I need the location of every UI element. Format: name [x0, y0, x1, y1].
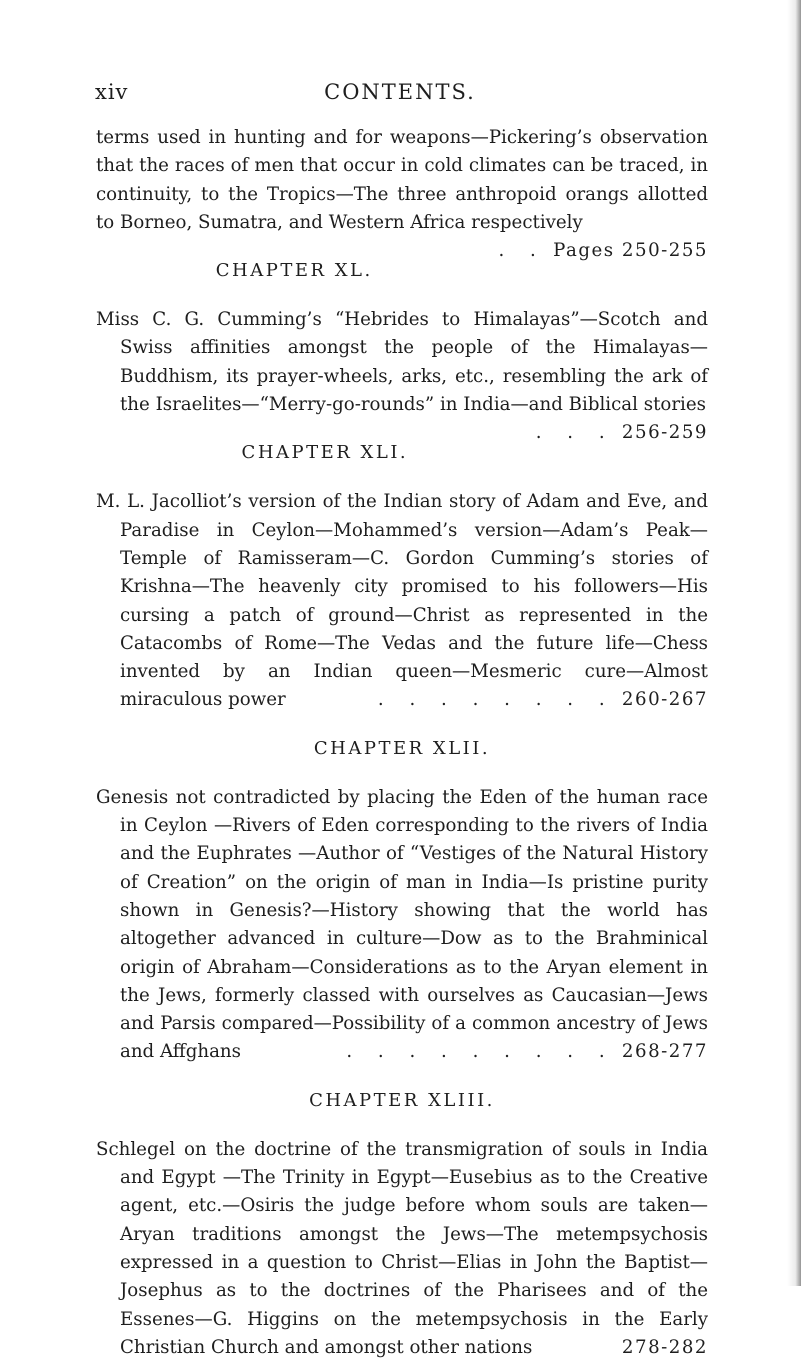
dot-leader: . . . . . . . . . [346, 1041, 615, 1063]
page-range [535, 419, 708, 447]
page-header [95, 80, 705, 110]
page-range-value: 268-277 [621, 1041, 708, 1063]
entry-description: M. L. Jacolliot’s version of the Indian story of Adam and Eve, and Paradise in Ceylon—Mohammed’s version—Adam’s Peak—Temple of Ramisseram—C. Gordon Cumming’s stories of Krishna—The heavenly city promised to his followers—His cursing a patch of ground—Christ as represented in the Catacombs of Rome—The Vedas and the future life—Chess invented by an Indian queen—Mesmeric cure—Almost miraculous power [96, 491, 708, 711]
page-range [377, 686, 708, 714]
page-range [621, 1334, 708, 1362]
contents-entry [96, 488, 708, 714]
chapter-heading: CHAPTER XL. [215, 260, 373, 282]
entry-description: Genesis not contradicted by placing the Eden of the human race in Ceylon —Rivers of Eden corresponding to the rivers of India and the Euphrates —Author of “Vestiges of the Natural History of Creation” on the origin of man in India—Is pristine purity shown in Genesis?—History showing that the world has altogether advanced in culture—Dow as to the Brahminical origin of Abraham—Considerations as to the Aryan element in the Jews, formerly classed with ourselves as Caucasian—Jews and Parsis compared—Possibility of a common ancestry of Jews and Affghans [96, 786, 708, 1063]
chapter-heading: CHAPTER XLIII. [309, 1089, 495, 1111]
chapter-heading: CHAPTER XLII. [313, 737, 491, 759]
contents-entry [96, 1136, 708, 1362]
page-range-value: Pages 250-255 [553, 240, 708, 262]
contents-entry [96, 124, 708, 262]
page-number: xiv [95, 80, 129, 104]
entry-description: terms used in hunting and for weapons—Pickering’s observation that the races of men that occur in cold climates can be traced, in continuity, to the Tropics—The three anthropoid orangs allotted to Borneo, Sumatra, and Western Africa respectively [96, 127, 708, 233]
page-edge-shadow [787, 0, 801, 1286]
entry-description: Miss C. G. Cumming’s “Hebrides to Himalayas”—Scotch and Swiss affinities amongst the people of the Himalayas—Buddhism, its prayer-wheels, arks, etc., resembling the ark of the Israelites—“Merry-go-rounds” in India—and Biblical stories [96, 309, 708, 416]
entry-description: Schlegel on the doctrine of the transmigration of souls in India and Egypt —The Trinity in Egypt—Eusebius as to the Creative agent, etc.—Osiris the judge before whom souls are taken—Aryan traditions amongst the Jews—The metempsychosis expressed in a question to Christ—Elias in John the Baptist—Josephus as to the doctrines of the Pharisees and of the Essenes—G. Higgins on the metempsychosis in the Early Christian Church and amongst other nations [96, 1138, 708, 1358]
page-range-value: 260-267 [621, 689, 708, 711]
dot-leader: . . . [535, 422, 615, 444]
running-title: CONTENTS. [324, 80, 476, 104]
page-range-value: 278-282 [621, 1336, 708, 1358]
chapter-heading: CHAPTER XLI. [241, 442, 409, 464]
contents-list [96, 124, 708, 1362]
contents-entry [96, 306, 708, 444]
page-range [498, 237, 708, 265]
page-range-value: 256-259 [621, 422, 708, 444]
dot-leader: . . . . . . . . [377, 689, 615, 711]
contents-entry [96, 784, 708, 1067]
dot-leader: . . [498, 240, 546, 262]
page-range [346, 1038, 708, 1066]
